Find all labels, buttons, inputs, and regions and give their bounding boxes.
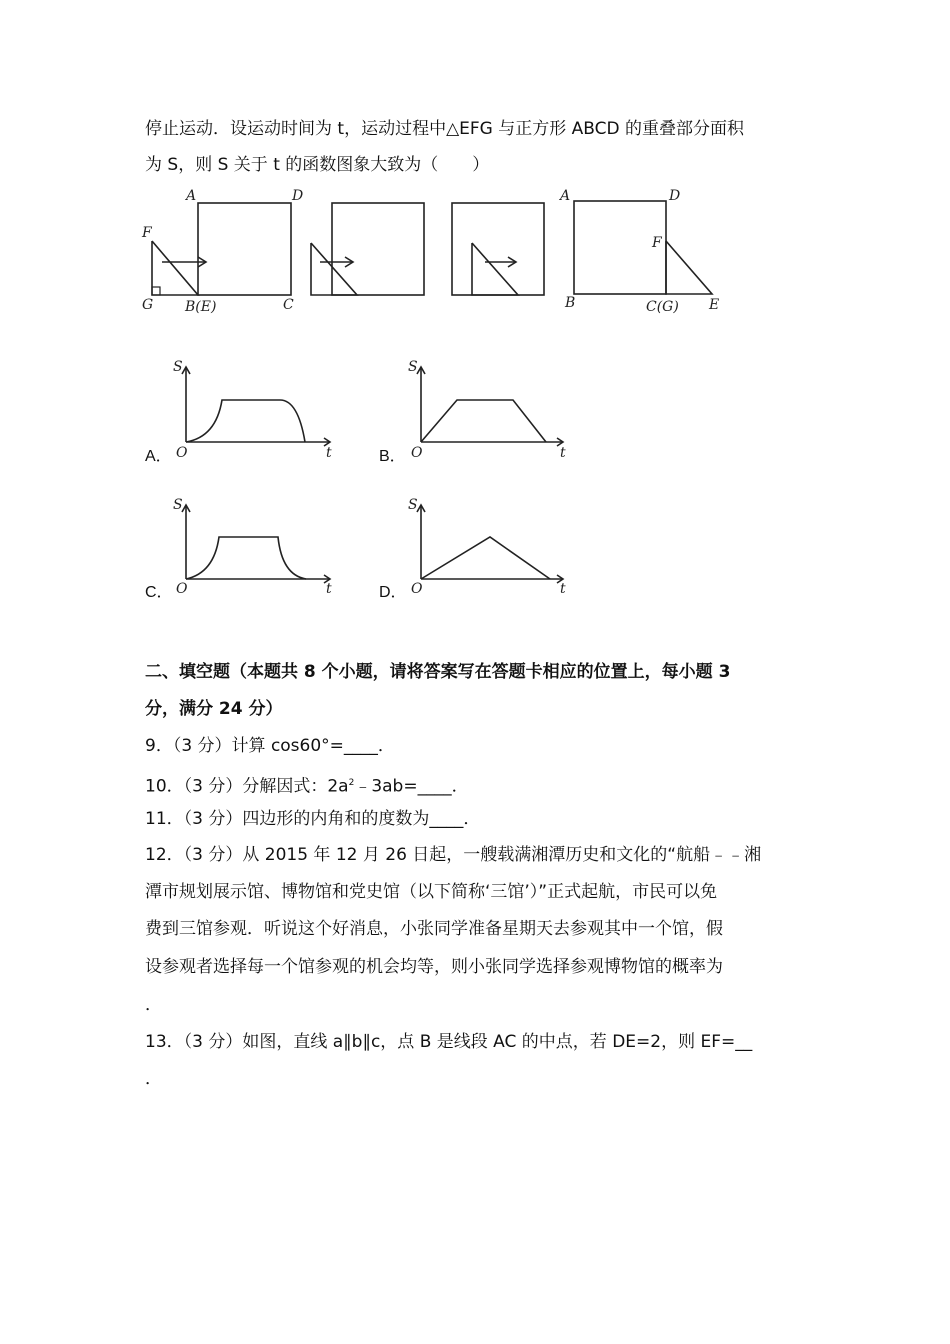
origin-label: O <box>411 581 423 597</box>
axis-label-s: S <box>173 497 183 513</box>
label-d-2: D <box>669 188 681 204</box>
axis-label-s: S <box>408 359 418 375</box>
axis-label-s: S <box>408 497 418 513</box>
question-10-prefix: 10．（3 分）分解因式：2a <box>145 776 349 797</box>
question-10 <box>145 771 469 799</box>
question-11: 11．（3 分）四边形的内角和的度数为____． <box>145 809 481 829</box>
axis-label-t: t <box>326 445 332 461</box>
motion-diagram <box>138 185 738 320</box>
option-c-label[interactable]: C． <box>145 584 173 601</box>
question-12-line-3: 费到三馆参观．听说这个好消息，小张同学准备星期天去参观其中一个馆，假 <box>145 919 723 939</box>
question-10-suffix: ﹣3ab=____． <box>354 776 469 797</box>
option-d-graph <box>405 493 575 601</box>
label-f: F <box>142 225 152 241</box>
right-angle-mark <box>152 287 160 295</box>
option-b-label[interactable]: B． <box>379 448 406 465</box>
section-2-heading-line-2: 分，满分 24 分） <box>145 699 283 719</box>
question-8-text-line-2: 为 S，则 S 关于 t 的函数图象大致为（ ） <box>145 155 490 175</box>
label-b-e: B(E) <box>185 299 217 315</box>
question-12-line-5: ． <box>145 995 162 1015</box>
label-c-g: C(G) <box>646 299 679 315</box>
label-f-2: F <box>652 235 662 251</box>
question-10-exponent: 2 <box>348 778 355 788</box>
option-d-label[interactable]: D． <box>379 584 407 601</box>
question-13-line-2: ． <box>145 1069 162 1089</box>
curve-d <box>421 537 550 579</box>
square-frame-3 <box>452 203 544 295</box>
option-a-label[interactable]: A． <box>145 448 172 465</box>
question-8-text-line-1: 停止运动．设运动时间为 t，运动过程中△EFG 与正方形 ABCD 的重叠部分面积 <box>145 119 744 139</box>
label-e-2: E <box>709 297 720 313</box>
label-a: A <box>186 188 197 204</box>
origin-label: O <box>176 445 188 461</box>
triangle-frame-3 <box>472 243 518 295</box>
question-12-line-1: 12．（3 分）从 2015 年 12 月 26 日起，一艘载满湘潭历史和文化的“航船﹣﹣湘 <box>145 845 762 865</box>
origin-label: O <box>411 445 423 461</box>
question-12-line-4: 设参观者选择每一个馆参观的机会均等，则小张同学选择参观博物馆的概率为 <box>145 957 723 977</box>
label-g: G <box>142 297 154 313</box>
label-d: D <box>292 188 304 204</box>
axis-label-t: t <box>560 581 566 597</box>
option-c-graph <box>170 493 340 601</box>
question-12-line-2: 潭市规划展示馆、博物馆和党史馆（以下简称‘三馆’）”正式起航，市民可以免 <box>145 882 718 902</box>
triangle-frame-4 <box>666 241 712 294</box>
option-b-graph <box>405 355 575 463</box>
curve-b <box>421 400 546 442</box>
axis-label-t: t <box>326 581 332 597</box>
curve-c <box>186 537 306 579</box>
section-2-heading-line-1: 二、填空题（本题共 8 个小题，请将答案写在答题卡相应的位置上，每小题 3 <box>145 662 731 682</box>
label-a-2: A <box>560 188 571 204</box>
label-c: C <box>283 297 294 313</box>
triangle-frame-2 <box>311 243 357 295</box>
square-abcd-frame-1 <box>198 203 291 295</box>
curve-a <box>186 400 305 442</box>
question-13-line-1: 13．（3 分）如图，直线 a∥b∥c，点 B 是线段 AC 的中点，若 DE=2，则 EF=__ <box>145 1032 753 1052</box>
axis-label-t: t <box>560 445 566 461</box>
question-9: 9．（3 分）计算 cos60°=____． <box>145 736 395 756</box>
axis-label-s: S <box>173 359 183 375</box>
option-a-graph <box>170 355 340 463</box>
label-b-2: B <box>565 295 576 311</box>
origin-label: O <box>176 581 188 597</box>
